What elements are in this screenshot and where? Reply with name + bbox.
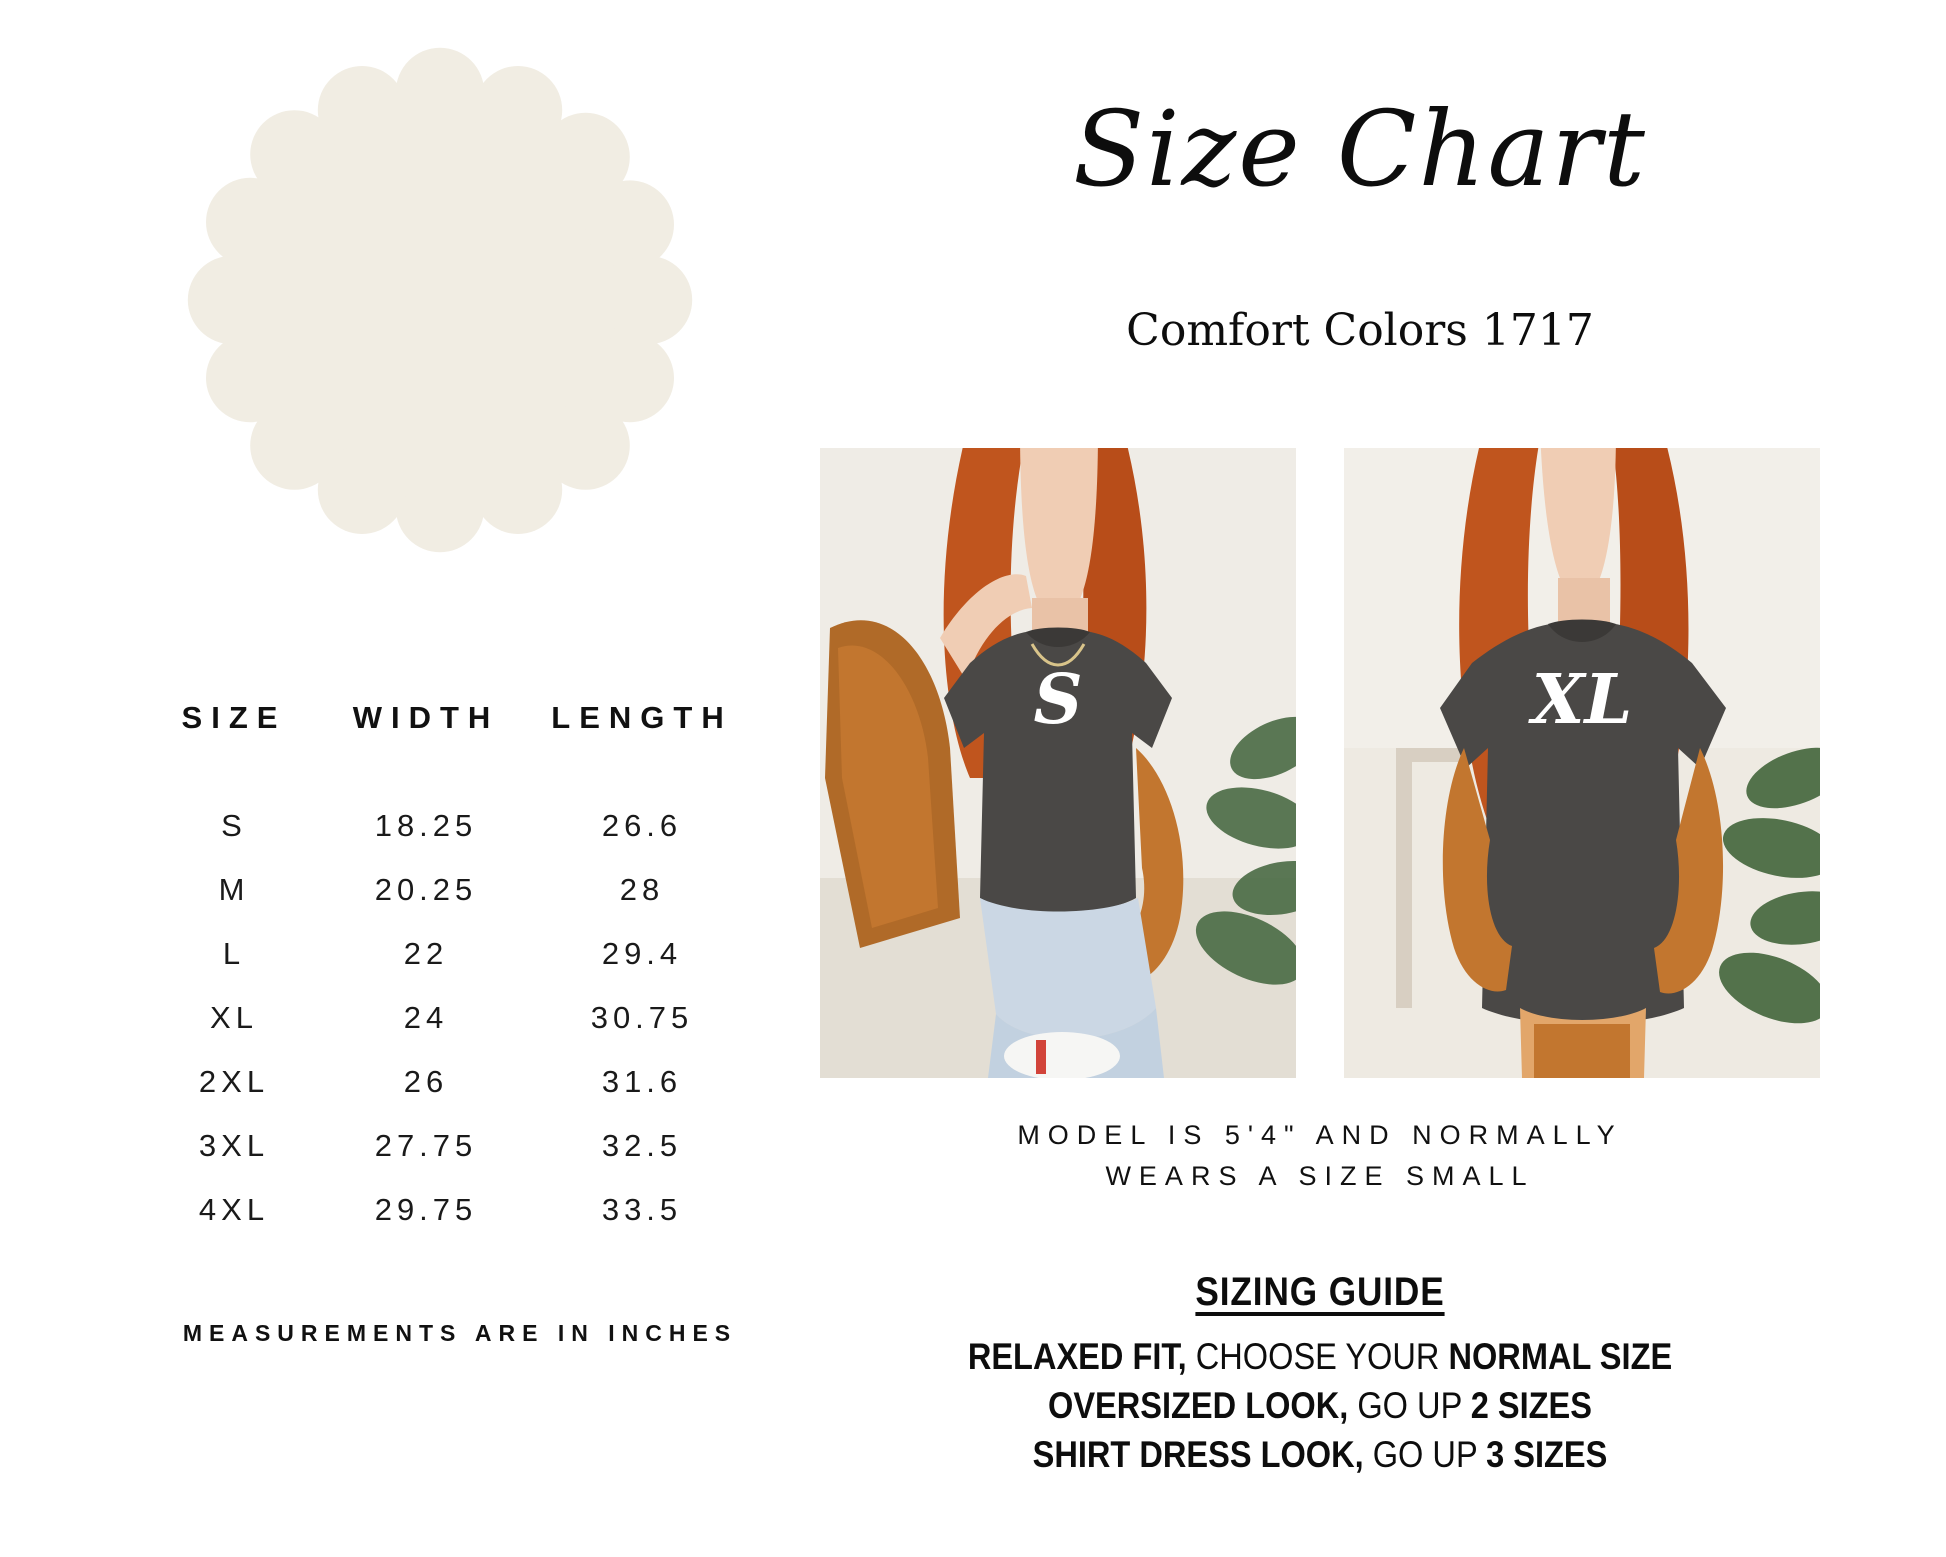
cell-length: 33.5 <box>601 1192 683 1227</box>
sizing-guide-line <box>880 1333 1760 1382</box>
measurements-note: MEASUREMENTS ARE IN INCHES <box>182 1320 738 1346</box>
photo-size-xl <box>1344 448 1820 1078</box>
chair <box>1396 748 1412 1008</box>
model-photos <box>820 448 1820 1078</box>
guide-line-lead: RELAXED FIT, <box>967 1336 1187 1377</box>
size-table-block <box>150 700 750 1242</box>
model-note-line-1: MODEL IS 5'4" AND NORMALLY <box>1017 1120 1623 1150</box>
cell-width: 29.75 <box>374 1192 478 1227</box>
cell-size: 3XL <box>198 1128 270 1163</box>
table-row <box>150 1114 750 1178</box>
guide-line-lead: OVERSIZED LOOK, <box>1047 1384 1349 1426</box>
page-subtitle: Comfort Colors 1717 <box>1126 305 1594 356</box>
sizing-guide-title: SIZING GUIDE <box>1195 1270 1445 1314</box>
cell-length: 30.75 <box>590 1000 694 1035</box>
guide-line-tail: 2 SIZES <box>1470 1384 1593 1426</box>
cell-size: S <box>221 808 247 843</box>
cell-width: 18.25 <box>374 808 478 843</box>
cell-width: 26 <box>403 1064 449 1099</box>
cell-length: 26.6 <box>601 808 683 843</box>
sizing-guide-line <box>880 1382 1760 1431</box>
photo-label-xl: XL <box>1531 660 1633 740</box>
cell-length: 32.5 <box>601 1128 683 1163</box>
shoe <box>1004 1032 1120 1078</box>
table-row <box>150 858 750 922</box>
guide-line-middle: CHOOSE YOUR <box>1186 1336 1449 1377</box>
guide-line-lead: SHIRT DRESS LOOK, <box>1032 1433 1364 1475</box>
blob-shape <box>188 48 692 552</box>
sizing-guide-line <box>880 1431 1760 1480</box>
cell-width: 20.25 <box>374 872 478 907</box>
jeans <box>980 898 1156 1039</box>
photo-size-small <box>820 448 1296 1078</box>
photo-label-s: S <box>1033 660 1083 740</box>
table-row <box>150 794 750 858</box>
header-width: WIDTH <box>352 700 500 735</box>
header-size: SIZE <box>181 700 287 735</box>
cell-width: 27.75 <box>374 1128 478 1163</box>
cell-size: XL <box>210 1000 258 1035</box>
cell-width: 24 <box>403 1000 449 1035</box>
guide-line-middle: GO UP <box>1363 1433 1487 1475</box>
scalloped-blob-decoration <box>180 40 700 560</box>
cell-width: 22 <box>403 936 449 971</box>
cell-size: 4XL <box>198 1192 270 1227</box>
table-row <box>150 986 750 1050</box>
size-table <box>150 700 750 1242</box>
sizing-guide <box>820 1270 1820 1479</box>
table-row <box>150 1178 750 1242</box>
guide-line-tail: 3 SIZES <box>1486 1433 1608 1475</box>
cell-size: L <box>222 936 246 971</box>
table-row <box>150 1050 750 1114</box>
cell-length: 31.6 <box>601 1064 683 1099</box>
guide-line-tail: NORMAL SIZE <box>1448 1336 1673 1377</box>
cell-size: 2XL <box>198 1064 270 1099</box>
model-note-line-2: WEARS A SIZE SMALL <box>1105 1160 1535 1191</box>
page-title: Size Chart <box>1073 88 1647 210</box>
header-length: LENGTH <box>551 700 733 735</box>
model-note <box>820 1115 1820 1196</box>
cell-length: 29.4 <box>601 936 683 971</box>
table-row <box>150 922 750 986</box>
cell-size: M <box>218 872 250 907</box>
cell-length: 28 <box>619 872 665 907</box>
table-header-row <box>150 700 750 794</box>
guide-line-middle: GO UP <box>1348 1384 1471 1426</box>
